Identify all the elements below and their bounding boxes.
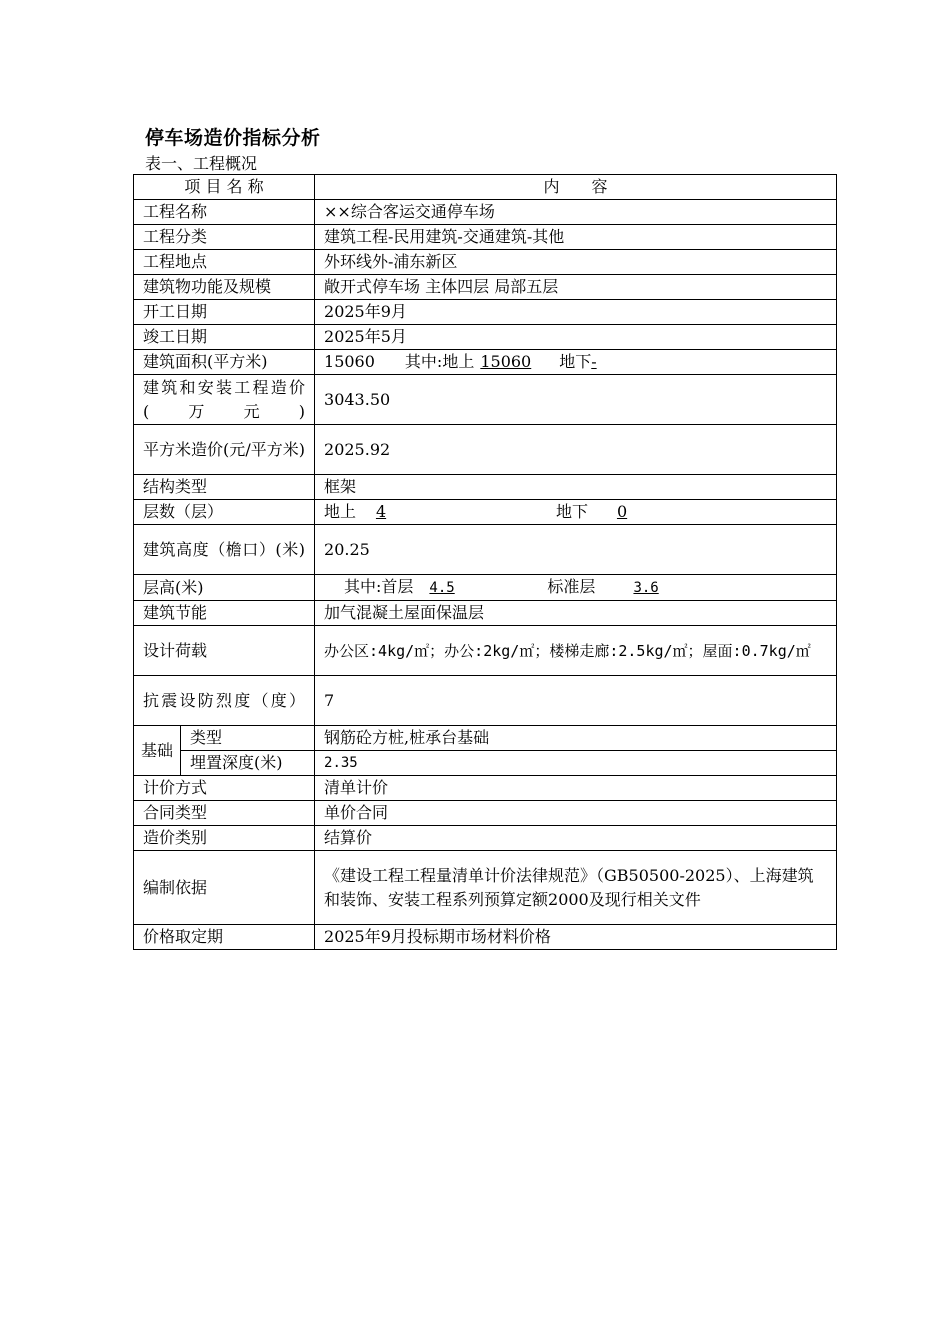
table-row bbox=[134, 475, 837, 500]
row-value: 办公区:4kg/㎡；办公:2kg/㎡；楼梯走廊:2.5kg/㎡；屋面:0.7kg/㎡ bbox=[315, 626, 837, 676]
table-row bbox=[134, 325, 837, 350]
table-row bbox=[134, 925, 837, 950]
row-label: 建筑面积(平方米) bbox=[134, 350, 315, 375]
row-value: 框架 bbox=[315, 475, 837, 500]
row-value: 《建设工程工程量清单计价法律规范》（GB50500-2025）、上海建筑和装饰、安装工程系列预算定额2000及现行相关文件 bbox=[315, 851, 837, 925]
row-label: 计价方式 bbox=[134, 776, 315, 801]
table-row bbox=[134, 851, 837, 925]
row-label: 平方米造价(元/平方米) bbox=[134, 425, 315, 475]
row-label: 价格取定期 bbox=[134, 925, 315, 950]
table-row bbox=[134, 601, 837, 626]
row-value: 2025.92 bbox=[315, 425, 837, 475]
table-row bbox=[134, 200, 837, 225]
row-label: 层数（层） bbox=[134, 500, 315, 525]
row-label: 造价类别 bbox=[134, 826, 315, 851]
table-row bbox=[134, 250, 837, 275]
standard-floor-height: 3.6 bbox=[633, 580, 659, 596]
row-value bbox=[315, 350, 837, 375]
table-row bbox=[134, 375, 837, 425]
row-label: 开工日期 bbox=[134, 300, 315, 325]
foundation-depth-value: 2.35 bbox=[315, 751, 837, 776]
area-above-label: 其中:地上 bbox=[404, 352, 475, 371]
table-row bbox=[134, 300, 837, 325]
area-below: - bbox=[591, 352, 597, 371]
row-label: 工程地点 bbox=[134, 250, 315, 275]
area-total: 15060 bbox=[324, 352, 375, 371]
row-label: 设计荷载 bbox=[134, 626, 315, 676]
table-caption: 表一、工程概况 bbox=[145, 154, 258, 173]
table-row bbox=[134, 525, 837, 575]
project-overview-table bbox=[133, 174, 837, 950]
foundation-type-label: 类型 bbox=[181, 726, 315, 751]
row-label: 建筑物功能及规模 bbox=[134, 275, 315, 300]
table-row bbox=[134, 350, 837, 375]
table-row bbox=[134, 676, 837, 726]
row-label: 建筑高度（檐口）(米) bbox=[134, 525, 315, 575]
row-value: 7 bbox=[315, 676, 837, 726]
table-row bbox=[134, 751, 837, 776]
row-label: 结构类型 bbox=[134, 475, 315, 500]
table-row bbox=[134, 425, 837, 475]
floors-above-label: 地上 bbox=[324, 502, 357, 521]
floors-below: 0 bbox=[616, 502, 628, 521]
foundation-label: 基础 bbox=[134, 726, 181, 776]
row-label: 工程分类 bbox=[134, 225, 315, 250]
row-label: 竣工日期 bbox=[134, 325, 315, 350]
table-row bbox=[134, 275, 837, 300]
row-value bbox=[315, 500, 837, 525]
row-value: 敞开式停车场 主体四层 局部五层 bbox=[315, 275, 837, 300]
table-row bbox=[134, 626, 837, 676]
table-row bbox=[134, 225, 837, 250]
table-row bbox=[134, 801, 837, 826]
row-label: 抗震设防烈度（度） bbox=[134, 676, 315, 726]
table-row bbox=[134, 500, 837, 525]
row-value: 结算价 bbox=[315, 826, 837, 851]
table-row bbox=[134, 826, 837, 851]
table-header-row bbox=[134, 175, 837, 200]
row-label: 建筑和安装工程造价(万元) bbox=[134, 375, 315, 425]
row-value bbox=[315, 575, 837, 601]
header-content: 内 容 bbox=[315, 175, 837, 200]
row-value: 加气混凝土屋面保温层 bbox=[315, 601, 837, 626]
row-value: 2025年9月 bbox=[315, 300, 837, 325]
row-value: 2025年9月投标期市场材料价格 bbox=[315, 925, 837, 950]
row-label: 编制依据 bbox=[134, 851, 315, 925]
row-value: 单价合同 bbox=[315, 801, 837, 826]
foundation-type-value: 钢筋砼方桩,桩承台基础 bbox=[315, 726, 837, 751]
row-label: 建筑节能 bbox=[134, 601, 315, 626]
standard-floor-label: 标准层 bbox=[547, 577, 596, 596]
table-row bbox=[134, 776, 837, 801]
row-label: 层高(米) bbox=[134, 575, 315, 601]
first-floor-label: 其中:首层 bbox=[344, 577, 414, 596]
floors-below-label: 地下 bbox=[556, 502, 589, 521]
row-value: 外环线外-浦东新区 bbox=[315, 250, 837, 275]
row-value: 2025年5月 bbox=[315, 325, 837, 350]
row-value: 20.25 bbox=[315, 525, 837, 575]
foundation-depth-label: 埋置深度(米) bbox=[181, 751, 315, 776]
row-label: 工程名称 bbox=[134, 200, 315, 225]
first-floor-height: 4.5 bbox=[429, 580, 455, 596]
row-value: 3043.50 bbox=[315, 375, 837, 425]
table-row bbox=[134, 726, 837, 751]
area-above: 15060 bbox=[480, 352, 532, 371]
row-value: 清单计价 bbox=[315, 776, 837, 801]
row-label: 合同类型 bbox=[134, 801, 315, 826]
row-value: 建筑工程-民用建筑-交通建筑-其他 bbox=[315, 225, 837, 250]
table-row bbox=[134, 575, 837, 601]
page-title: 停车场造价指标分析 bbox=[145, 127, 321, 149]
row-value: ××综合客运交通停车场 bbox=[315, 200, 837, 225]
floors-above: 4 bbox=[375, 502, 387, 521]
area-below-label: 地下 bbox=[559, 352, 592, 371]
header-item-name: 项 目 名 称 bbox=[134, 175, 315, 200]
